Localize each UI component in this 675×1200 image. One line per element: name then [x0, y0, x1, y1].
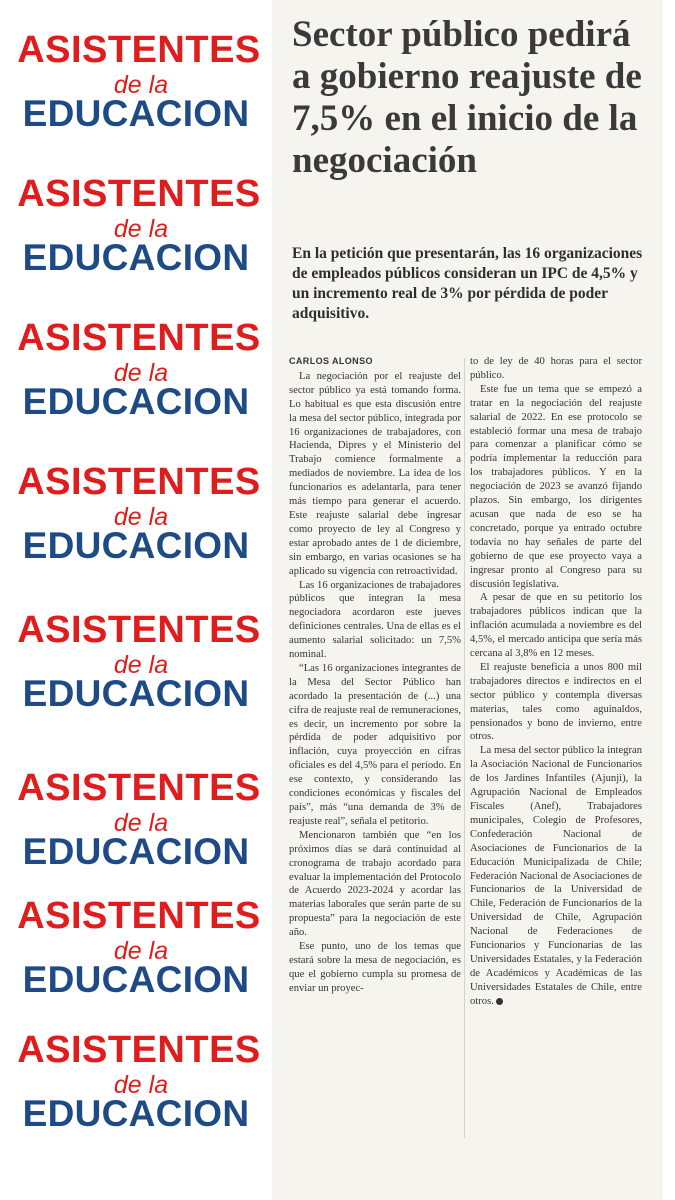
- article-column-1: [289, 355, 461, 996]
- logo-word-educacion: EDUCACION: [22, 959, 250, 1000]
- article-paragraph: to de ley de 40 horas para el sector público.: [470, 356, 642, 381]
- asistentes-logo: [0, 610, 272, 750]
- logo-word-de-la: de la: [113, 1071, 169, 1099]
- logo-word-asistentes: ASISTENTES: [17, 317, 261, 359]
- logo-word-educacion: EDUCACION: [22, 673, 250, 714]
- column-divider: [464, 358, 465, 1138]
- asistentes-logo: [0, 174, 272, 314]
- article-paragraph: El reajuste beneficia a unos 800 mil trabajadores directos e indirectos en el sector público y contempla diversas materias, tales como aguinaldos, pensionados y bono de invierno, entre otros.: [470, 661, 642, 743]
- article-headline: Sector público pedirá a gobierno reajuste de 7,5% en el inicio de la negociación: [292, 14, 642, 181]
- article-paragraph: Mencionaron también que “en los próximos días se dará continuidad al cronograma de trabajo acordado para evaluar la implementación del Protocolo de Acuerdo 2023-2024 y acordar las materias laborales que serán parte de su propuesta” para la negociación de este año.: [289, 829, 461, 939]
- end-of-article-icon: [496, 998, 503, 1005]
- asistentes-logo: [0, 30, 272, 170]
- article-paragraph: Ese punto, uno de los temas que estará sobre la mesa de negociación, es que el gobierno cumpla su promesa de enviar un proyec-: [289, 941, 461, 994]
- article-paragraph: Las 16 organizaciones de trabajadores públicos que integran la mesa negociadora acordaron este jueves definiciones centrales. Una de ellas es el aumento salarial solicitado: un 7,5% nominal.: [289, 579, 461, 661]
- asistentes-logo: [0, 768, 272, 908]
- logo-word-asistentes: ASISTENTES: [17, 173, 261, 215]
- logo-word-educacion: EDUCACION: [22, 381, 250, 422]
- logo-word-de-la: de la: [113, 503, 169, 531]
- article-paragraph: A pesar de que en su petitorio los trabajadores públicos indican que la inflación acumulada a noviembre es del 4,5%, el mercado anticipa que sería más cercana al 3,8% en 12 meses.: [470, 592, 642, 660]
- logo-word-de-la: de la: [113, 215, 169, 243]
- logo-word-educacion: EDUCACION: [22, 93, 250, 134]
- newspaper-clipping: [272, 0, 675, 1200]
- logo-word-de-la: de la: [113, 651, 169, 679]
- logo-word-educacion: EDUCACION: [22, 831, 250, 872]
- article-paragraph-text: La mesa del sector público la integran la Asociación Nacional de Funcionarios de los Jardines Infantiles (Ajunji), la Agrupación Nacional de Empleados Fiscales (Anef), Trabajadores municipales, Colegio de Profesores, Confederación Nacional de Asociaciones de Funcionarios de la Educación Municipalizada de Chile; Federación Nacional de Asociaciones de Funcionarios de la Universidad de Chile, Federación de Funcionarios de la Universidad de Chile, Agrupación Nacional de Federaciones de Funcionarios y Funcionarias de las Universidades Estatales, y la Federación de Académicos y Académicas de las Universidades Estatales de Chile, entre otros.: [470, 745, 642, 1007]
- logo-word-de-la: de la: [113, 809, 169, 837]
- asistentes-logo: [0, 1030, 272, 1170]
- logo-word-de-la: de la: [113, 937, 169, 965]
- right-margin: [663, 0, 675, 1200]
- article-paragraph: La negociación por el reajuste del sector público ya está tomando forma. Lo habitual es que esta discusión entre la mesa del sector público, integrada por 16 organizaciones de trabajadores, con Hacienda, Dipres y el Ministerio del Trabajo comience formalmente a mediados de noviembre. La idea de los funcionarios es adelantarla, para tener más tiempo para generar el acuerdo. Este reajuste salarial debe ingresar como proyecto de ley al Congreso y estar aprobado antes de 1 de diciembre, sin embargo, en varias ocasiones se ha aplicado su vigencia con retroactividad.: [289, 370, 461, 577]
- logo-word-asistentes: ASISTENTES: [17, 461, 261, 503]
- logo-word-de-la: de la: [113, 71, 169, 99]
- article-paragraph-last: [470, 744, 642, 1008]
- asistentes-logo: [0, 896, 272, 1036]
- logo-word-educacion: EDUCACION: [22, 525, 250, 566]
- logo-word-asistentes: ASISTENTES: [17, 767, 261, 809]
- article-byline: CARLOS ALONSO: [289, 356, 373, 366]
- banner-column: [0, 0, 272, 1200]
- asistentes-logo: [0, 462, 272, 602]
- article-column-2: [470, 355, 642, 1009]
- article-subheadline: En la petición que presentarán, las 16 organizaciones de empleados públicos consideran un IPC de 4,5% y un incremento real de 3% por pérdida de poder adquisitivo.: [292, 245, 643, 322]
- logo-word-educacion: EDUCACION: [22, 1093, 250, 1134]
- logo-word-asistentes: ASISTENTES: [17, 29, 261, 71]
- article-paragraph: Este fue un tema que se empezó a tratar en la negociación del reajuste salarial de 2022. En ese protocolo se estableció formar una mesa de trabajo para comenzar a planificar cómo se podría implementar la reducción para los trabajadores públicos. Y en la negociación de 2023 se avanzó fijando plazos. Sin embargo, los dirigentes acusan que nada de eso se ha concretado, porque ya entrado octubre todavía no hay señales de parte del gobierno de que ese proyecto vaya a ingresar pronto al Congreso para su discusión legislativa.: [470, 383, 642, 590]
- article-paragraph: “Las 16 organizaciones integrantes de la Mesa del Sector Público han acordado la presentación de (...) una cifra de reajuste real de remuneraciones, es decir, un incremento por sobre la pérdida de poder adquisitivo por inflación, cuya proyección en cifras oficiales es del 4,5% para el período. En ese contexto, y considerando las condiciones económicas y fiscales del país”, más “una demanda de 3% de reajuste real”, señala el petitorio.: [289, 662, 461, 827]
- logo-word-de-la: de la: [113, 359, 169, 387]
- logo-word-asistentes: ASISTENTES: [17, 895, 261, 937]
- logo-word-educacion: EDUCACION: [22, 237, 250, 278]
- logo-word-asistentes: ASISTENTES: [17, 1029, 261, 1071]
- logo-word-asistentes: ASISTENTES: [17, 609, 261, 651]
- asistentes-logo: [0, 318, 272, 458]
